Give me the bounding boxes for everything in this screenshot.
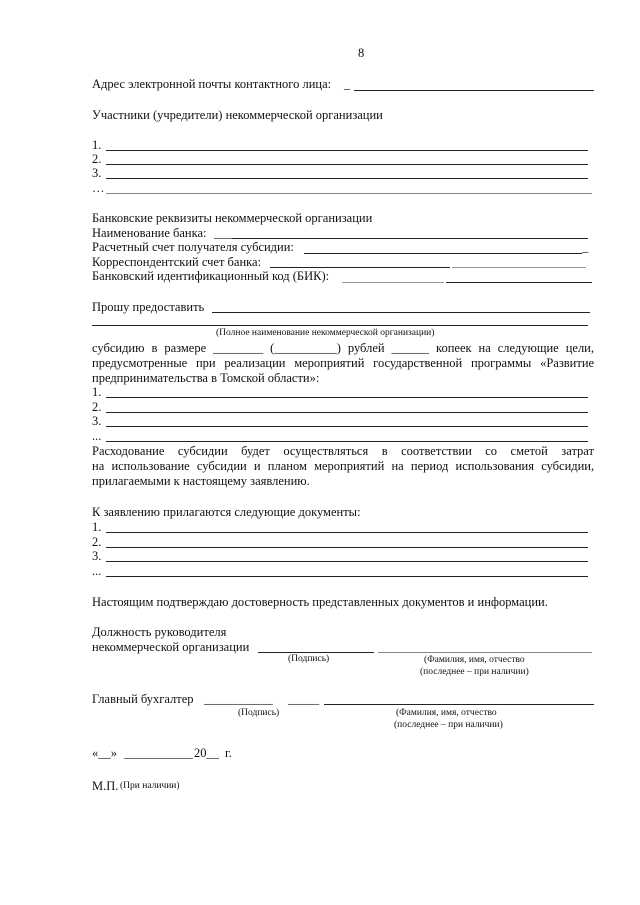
contact-email-prefix: _ (344, 77, 351, 91)
organization-name-field[interactable] (212, 312, 590, 313)
founder-number: 1. (92, 138, 102, 152)
expense-line-end: прилагаемыми к настоящему заявлению. (92, 474, 310, 488)
word: программы (470, 356, 532, 370)
bank-name-label: Наименование банка: (92, 226, 207, 240)
goal-number: ... (92, 429, 102, 443)
word: мероприятий (314, 459, 385, 473)
head-position-label-2: некоммерческой организации (92, 640, 250, 654)
word: размере (164, 341, 207, 355)
word: будет (241, 444, 270, 458)
head-name-caption-2: (последнее – при наличии) (420, 667, 529, 677)
account-field[interactable] (304, 253, 582, 254)
accountant-label: Главный бухгалтер (92, 692, 194, 706)
accountant-blank-1[interactable]: ___________ (204, 692, 273, 706)
kopecks-blank[interactable]: ______ (391, 341, 430, 355)
page-number: 8 (358, 46, 365, 60)
founder-field[interactable] (106, 193, 592, 194)
account-label: Расчетный счет получателя субсидии: (92, 240, 294, 254)
word: на (391, 459, 404, 473)
word: «Развитие (540, 356, 595, 370)
word: мероприятий (294, 356, 365, 370)
founder-number: 2. (92, 152, 102, 166)
date-year-suffix: г. (225, 746, 232, 760)
expense-line (92, 444, 594, 459)
date-day[interactable]: «__» (92, 746, 117, 760)
word: государственной (373, 356, 463, 370)
founder-field[interactable] (106, 164, 588, 165)
head-name-caption: (Фамилия, имя, отчество (424, 655, 525, 665)
rubles-blank[interactable]: ________ (213, 341, 264, 355)
accountant-name-field[interactable] (324, 704, 594, 705)
goal-number: 1. (92, 385, 102, 399)
confirmation-text: Настоящим подтверждаю достоверность представленных документов и информации. (92, 595, 548, 609)
goal-number: 2. (92, 400, 102, 414)
word: и (253, 459, 261, 473)
stamp-note: (При наличии) (120, 781, 180, 791)
bank-heading: Банковские реквизиты некоммерческой организации (92, 211, 373, 225)
word: субсидии (177, 444, 228, 458)
goal-field[interactable] (106, 412, 588, 413)
accountant-name-caption: (Фамилия, имя, отчество (396, 708, 497, 718)
word: на (92, 459, 105, 473)
program-line (92, 356, 594, 371)
stamp-label: М.П. (92, 779, 119, 793)
word: цели, (565, 341, 594, 355)
document-number: 1. (92, 520, 102, 534)
word: использования (455, 459, 534, 473)
contact-email-field[interactable] (354, 90, 594, 91)
document-number: ... (92, 564, 102, 578)
word: планом (267, 459, 307, 473)
founder-number: 3. (92, 166, 102, 180)
founder-field[interactable] (106, 178, 588, 179)
word: в (151, 341, 158, 355)
word: рублей (347, 341, 385, 355)
rubles-words-blank[interactable]: (__________) (270, 341, 341, 355)
document-number: 3. (92, 549, 102, 563)
expense-line-2 (92, 459, 594, 474)
word: субсидию (92, 341, 145, 355)
document-field[interactable] (106, 547, 588, 548)
bik-field[interactable] (342, 282, 444, 283)
word: субсидии, (541, 459, 595, 473)
word: Расходование (92, 444, 165, 458)
corr-account-field-tail[interactable] (452, 267, 586, 268)
word: в (381, 444, 388, 458)
word: осуществляться (283, 444, 369, 458)
subsidy-amount-line (92, 341, 594, 356)
organization-name-caption: (Полное наименование некоммерческой организации) (216, 328, 435, 338)
goal-number: 3. (92, 414, 102, 428)
word: затрат (561, 444, 594, 458)
corr-account-field[interactable] (270, 267, 450, 268)
word: на (478, 341, 491, 355)
accountant-name-caption-2: (последнее – при наличии) (394, 720, 503, 730)
document-field[interactable] (106, 561, 588, 562)
head-signature-field[interactable] (258, 652, 374, 653)
word: период (410, 459, 449, 473)
word: со (485, 444, 498, 458)
account-suffix: _ (582, 240, 589, 254)
bank-name-field[interactable] (232, 238, 588, 239)
accountant-signature-caption: (Подпись) (238, 708, 280, 718)
document-field[interactable] (106, 576, 588, 577)
word: сметой (510, 444, 548, 458)
word: при (195, 356, 216, 370)
word: соответствии (401, 444, 472, 458)
contact-email-label: Адрес электронной почты контактного лица: (92, 77, 332, 91)
document-number: 2. (92, 535, 102, 549)
organization-name-field-2[interactable] (92, 325, 588, 326)
head-signature-caption: (Подпись) (288, 654, 330, 664)
accountant-blank-2[interactable]: _____ (288, 692, 320, 706)
goal-field[interactable] (106, 441, 588, 442)
word: следующие (497, 341, 559, 355)
date-year[interactable]: 20__ (194, 746, 219, 760)
word: предусмотренные (92, 356, 188, 370)
founder-number: … (92, 181, 105, 195)
bik-label: Банковский идентификационный код (БИК): (92, 269, 330, 283)
corr-account-label: Корреспондентский счет банка: (92, 255, 262, 269)
documents-heading: К заявлению прилагаются следующие документы: (92, 505, 361, 519)
founder-field[interactable] (106, 150, 588, 151)
word: реализации (224, 356, 286, 370)
goal-field[interactable] (106, 397, 588, 398)
goal-field[interactable] (106, 426, 588, 427)
date-month[interactable]: ___________ (124, 746, 193, 760)
program-line-end: предпринимательства в Томской области»: (92, 371, 320, 385)
head-name-field[interactable] (378, 652, 592, 653)
request-label: Прошу предоставить (92, 300, 205, 314)
founders-heading: Участники (учредители) некоммерческой организации (92, 108, 383, 122)
word: использование (111, 459, 190, 473)
word: субсидии (196, 459, 247, 473)
word: копеек (436, 341, 472, 355)
bank-name-prefix: ___ (214, 226, 233, 240)
head-position-label: Должность руководителя (92, 625, 227, 639)
document-field[interactable] (106, 532, 588, 533)
bik-field-tail[interactable] (446, 282, 592, 283)
